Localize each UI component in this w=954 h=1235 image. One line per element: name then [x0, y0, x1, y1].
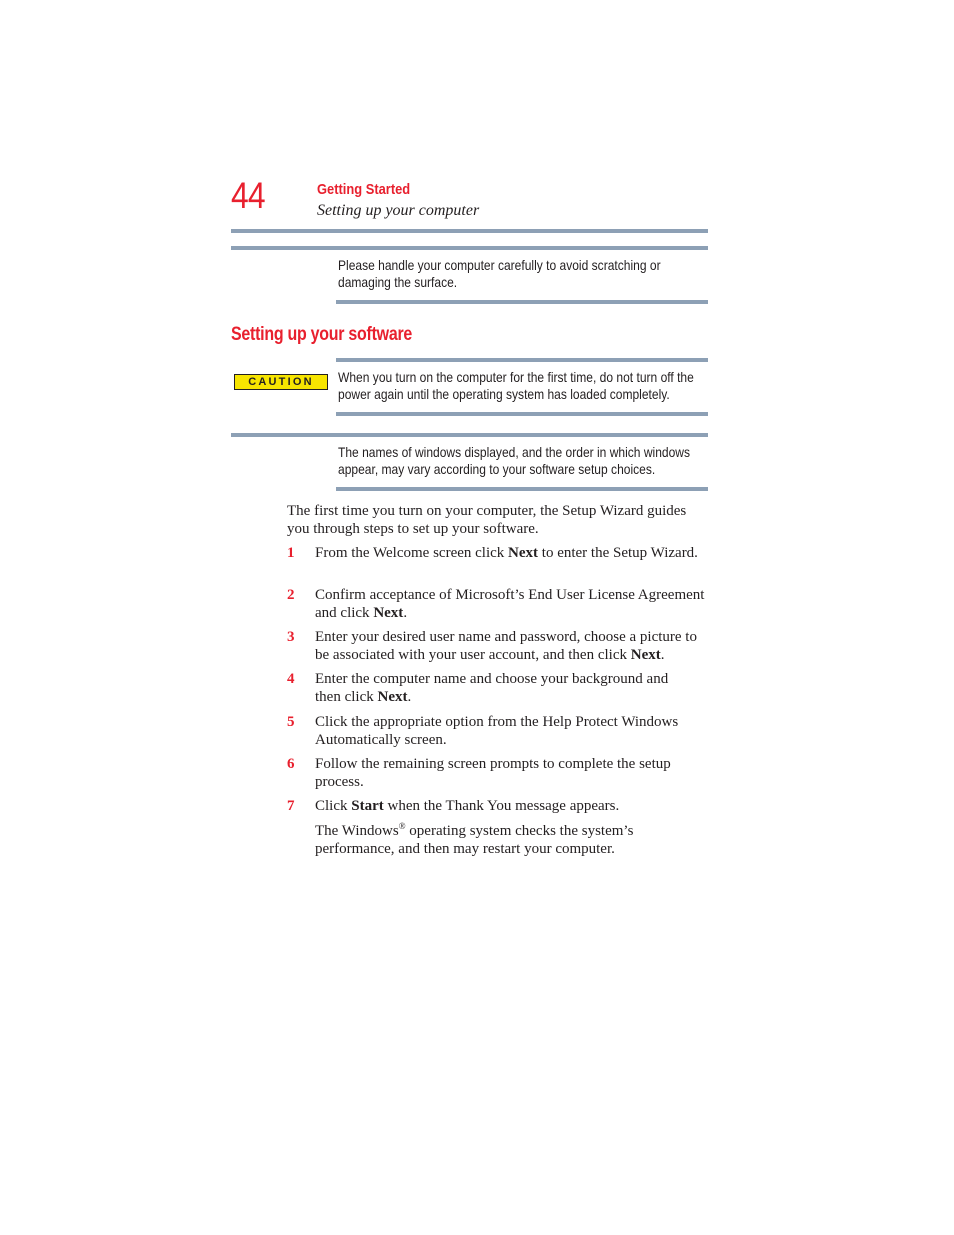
note-windows-order: The names of windows displayed, and the order in which windows appear, may vary according to your software setup choices. — [338, 444, 691, 477]
step-text: From the Welcome screen click — [315, 545, 509, 561]
step-text: Enter the computer name and choose your background and then click — [315, 671, 669, 705]
step-text-end: when the Thank You message appears. — [383, 798, 620, 814]
note-bottom-rule — [336, 300, 708, 304]
step-bold: Next — [377, 688, 408, 705]
section-subtitle: Setting up your computer — [317, 202, 480, 219]
closing-text: The Windows — [315, 823, 399, 839]
step-bold: Next — [373, 604, 404, 621]
step-text-end: . — [407, 688, 412, 705]
step-text: Follow the remaining screen prompts to complete the setup process. — [315, 756, 671, 790]
closing-text-end: operating system checks the system’s performance, and then may restart your computer. — [315, 823, 634, 857]
step-text: Click the appropriate option from the Help Protect Windows Automatically screen. — [315, 714, 679, 748]
step-text-end: . — [660, 646, 665, 663]
step-number: 1 — [287, 545, 295, 561]
closing-paragraph — [315, 823, 665, 858]
registered-mark: ® — [398, 821, 406, 831]
note-handle-care: Please handle your computer carefully to avoid scratching or damaging the surface. — [338, 257, 661, 290]
note2-top-rule — [231, 433, 708, 437]
chapter-title: Getting Started — [317, 181, 411, 198]
step-number: 4 — [287, 671, 295, 687]
caution-top-rule — [336, 358, 708, 362]
step-text-end: to enter the Setup Wizard. — [538, 545, 698, 561]
step-number: 6 — [287, 756, 295, 772]
step-text-end: . — [403, 604, 408, 621]
caution-badge: CAUTION — [234, 374, 328, 390]
caution-text: When you turn on the computer for the first time, do not turn off the power again until the operating system has loaded completely. — [338, 369, 694, 402]
step-number: 5 — [287, 714, 295, 730]
intro-paragraph: The first time you turn on your computer, the Setup Wizard guides you through steps to set up your software. — [287, 503, 687, 537]
step-number: 7 — [287, 798, 295, 814]
step-bold: Start — [351, 798, 384, 814]
step-text: Confirm acceptance of Microsoft’s End User License Agreement and click — [315, 587, 705, 621]
step-bold: Next — [630, 646, 661, 663]
note-top-rule — [231, 246, 708, 250]
step-number: 3 — [287, 629, 295, 645]
page-number: 44 — [231, 175, 265, 216]
step-text: Enter your desired user name and password, choose a picture to be associated with your user account, and then click — [315, 629, 697, 663]
header-rule — [231, 229, 708, 233]
section-heading: Setting up your software — [231, 324, 413, 345]
step-text: Click — [315, 798, 352, 814]
step-bold: Next — [508, 545, 539, 561]
note2-bottom-rule — [336, 487, 708, 491]
caution-bottom-rule — [336, 412, 708, 416]
step-number: 2 — [287, 587, 295, 603]
